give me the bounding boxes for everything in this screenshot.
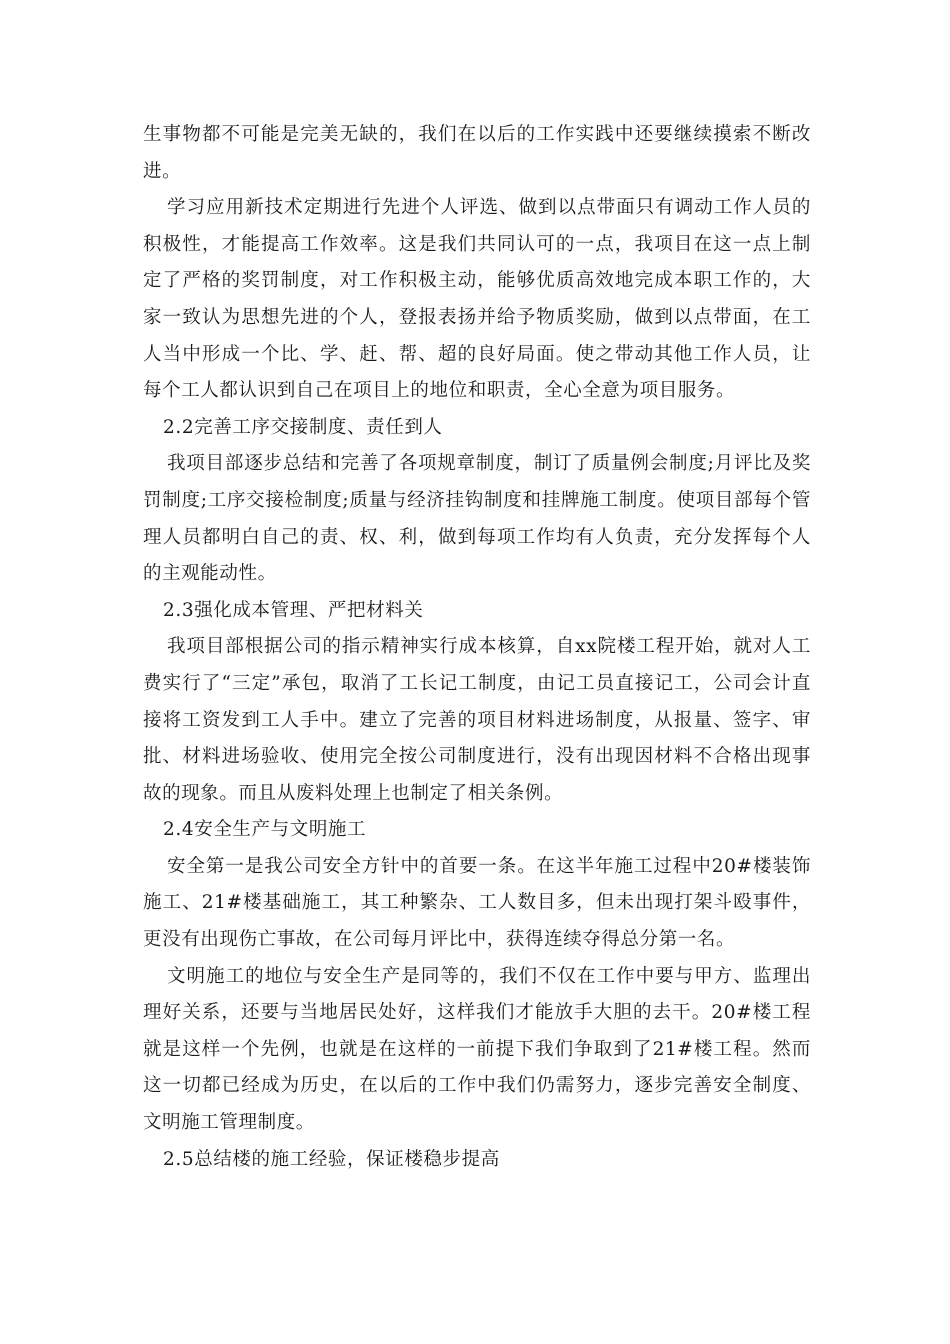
- paragraph-continuation: 生事物都不可能是完美无缺的，我们在以后的工作实践中还要继续摸索不断改进。: [143, 124, 811, 182]
- section-heading-2-5: 2.5总结楼的施工经验，保证楼稳步提高: [163, 1148, 500, 1170]
- document-body: [143, 117, 811, 1178]
- paragraph-cost-management: 我项目部根据公司的指示精神实行成本核算，自xx院楼工程开始，就对人工费实行了“三定”承包，取消了工长记工制度，由记工员直接记工，公司会计直接将工资发到工人手中。建立了完善的项目材料进场制度，从报量、签字、审批、材料进场验收、使用完全按公司制度进行，没有出现因材料不合格出现事故的现象。而且从废料处理上也制定了相关条例。: [143, 636, 811, 804]
- paragraph-awards: 学习应用新技术定期进行先进个人评选、做到以点带面只有调动工作人员的积极性，才能提高工作效率。这是我们共同认可的一点，我项目在这一点上制定了严格的奖罚制度，对工作积极主动，能够优质高效地完成本职工作的，大家一致认为思想先进的个人，登报表扬并给予物质奖励，做到以点带面，在工人当中形成一个比、学、赶、帮、超的良好局面。使之带动其他工作人员，让每个工人都认识到自己在项目上的地位和职责，全心全意为项目服务。: [143, 197, 811, 402]
- section-heading-2-4: 2.4安全生产与文明施工: [163, 819, 367, 841]
- section-heading-2-2: 2.2完善工序交接制度、责任到人: [163, 416, 443, 438]
- paragraph-civilized-construction: 文明施工的地位与安全生产是同等的，我们不仅在工作中要与甲方、监理出理好关系，还要与当地居民处好，这样我们才能放手大胆的去干。20#楼工程就是这样一个先例，也就是在这样的一前提下我们争取到了21#楼工程。然而这一切都已经成为历史，在以后的工作中我们仍需努力，逐步完善安全制度、文明施工管理制度。: [143, 965, 811, 1134]
- paragraph-regulations: 我项目部逐步总结和完善了各项规章制度，制订了质量例会制度;月评比及奖罚制度;工序交接检制度;质量与经济挂钩制度和挂牌施工制度。使项目部每个管理人员都明白自己的责、权、利，做到每项工作均有人负责，充分发挥每个人的主观能动性。: [143, 453, 811, 585]
- paragraph-safety: 安全第一是我公司安全方针中的首要一条。在这半年施工过程中20#楼装饰施工、21#楼基础施工，其工种繁杂、工人数目多，但未出现打架斗殴事件，更没有出现伤亡事故，在公司每月评比中，获得连续夺得总分第一名。: [143, 855, 811, 951]
- section-heading-2-3: 2.3强化成本管理、严把材料关: [163, 599, 424, 621]
